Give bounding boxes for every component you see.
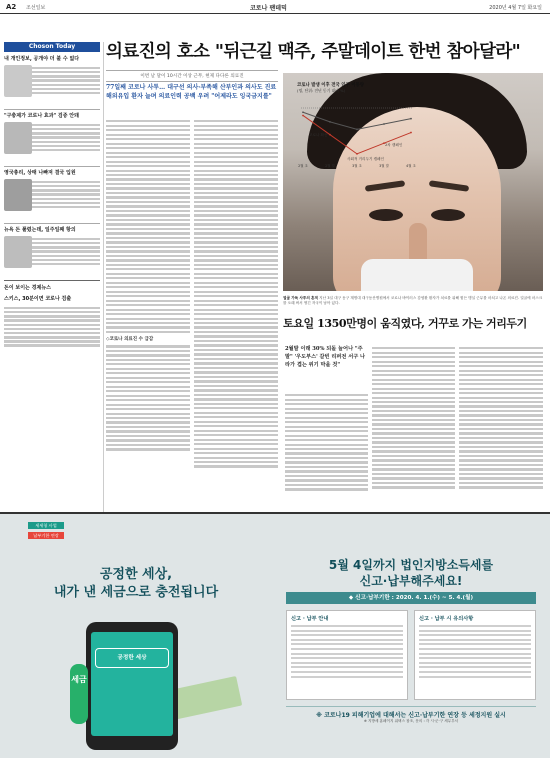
- related-body-column-2: [372, 345, 455, 508]
- chart-annotation: 2차 캠페인: [385, 143, 403, 147]
- ad-notice-small: ※ 지방세 홈페이지 위택스 참조, 문의 : 각 시·군·구 세무부서: [363, 719, 459, 723]
- chart-x-tick-label: 3월 말: [379, 164, 389, 168]
- ad-info-box: [286, 610, 408, 700]
- ad-period-banner: ◆ 신고·납부기한 : 2020. 4. 1.(수) ~ 5. 4.(월): [286, 592, 536, 604]
- chart-point: [356, 153, 358, 155]
- sidebar-item-photo: [4, 179, 32, 211]
- newspaper-name: 조선일보: [26, 5, 46, 11]
- ad-title: 5월 4일까지 법인지방소득세를: [328, 558, 494, 572]
- article-byline: 이번 날 달이 10시간 이상 근무, 현제 다다른 의료진: [106, 70, 278, 82]
- related-body-column-3: [459, 345, 543, 508]
- sidebar-item-photo: [4, 236, 32, 268]
- sidebar-item-headline: 내 개인정보, 공개야 더 불 수 없다: [4, 56, 80, 62]
- article-body-column-1: [106, 118, 190, 508]
- ad-info-box: [414, 610, 536, 700]
- sidebar-item[interactable]: [4, 170, 100, 219]
- article-lede: 77일째 코로나 사투… 대구선 의사·부족해 산부인과 의사도 진료 해외유입 환자 늘며 의료인력 공백 우려 "어제라도 잉국금지를": [106, 84, 277, 100]
- infobox-title: 코로나 발생 이후 전국 인구 이동량: [297, 83, 365, 88]
- sidebar-item-headline: 돈이 보이는 경제뉴스: [4, 285, 51, 291]
- smartphone-icon: [86, 622, 178, 750]
- chart-point: [383, 142, 385, 144]
- sidebar-item-photo: [4, 122, 32, 154]
- chart-point: [410, 132, 412, 134]
- ad-info-heading: 신고 · 납부 시 유의사항: [419, 616, 474, 622]
- ad-title: 신고·납부해주세요!: [359, 574, 463, 588]
- ad-slogan-line: 내가 낸 세금으로 충전됩니다: [53, 585, 219, 600]
- sidebar-item-body: [4, 179, 100, 219]
- section-name: 코로나 팬데믹: [250, 5, 287, 12]
- mobility-infobox: [297, 83, 387, 93]
- caption-text: 지난 3일 대구 동구 계명대 대구동산병원에서 코로나 바이러스 감염환 환자가 치료를 위해 힘든 병실 근무를 마치고 나온 의료진. 얼굴에 마스크를 오래 써서 생긴 자국이 남아 있다.: [283, 296, 543, 305]
- chart-point: [329, 134, 331, 136]
- article-headline: 의료진의 호소 "뒤근길 맥주, 주말데이트 한번 참아달라": [106, 42, 521, 62]
- related-body-column-1: [285, 392, 368, 508]
- page-number: A2: [6, 3, 17, 11]
- sidebar-item-body: [4, 305, 100, 367]
- sidebar-item[interactable]: [4, 113, 100, 162]
- chart-x-tick-label: 2월 초: [298, 164, 308, 168]
- sidebar-item-headline: 스키스, 30분이면 코로나 검출: [4, 296, 72, 302]
- chart-x-tick-label: 3월 초: [352, 164, 362, 168]
- chart-point: [302, 115, 304, 117]
- sidebar-item[interactable]: [4, 285, 100, 292]
- sidebar-item-headline: 뉴욕 돈 풀렸는데, 일주일째 항의: [4, 227, 76, 233]
- sidebar-item[interactable]: [4, 296, 100, 367]
- chart-point: [383, 123, 385, 125]
- infobox-subtitle: (명, 단위: 전년 동기 대비 %): [297, 88, 346, 93]
- chart-point: [356, 128, 358, 130]
- chart-x-tick-label: 4월 초: [406, 164, 416, 168]
- phone-button: 공정한 세상: [95, 648, 169, 668]
- chart-annotation: 사회적 거리두기 캠페인: [347, 157, 384, 161]
- ad-tag: 세세청 사업: [28, 522, 64, 529]
- chart-annotation: 코로나 확산: [309, 133, 328, 137]
- chart-x-tick-label: 2월 말: [325, 164, 335, 168]
- choson-today-sidebar: [4, 42, 100, 510]
- sidebar-item-body: [4, 65, 100, 105]
- issue-date: 2020년 4월 7일 화요일: [489, 5, 542, 11]
- chart-point: [329, 121, 331, 123]
- caption-lead: 얼굴 가득 사투의 흔적: [283, 296, 318, 300]
- sidebar-item-headline: 영국총리, 상태 나빠져 결국 입원: [4, 170, 76, 176]
- tax-advertisement: [0, 512, 550, 758]
- related-lede: 2월말 이래 30% 되돌 늘어나 "주말" '우도부스' 갈빈 리퍼전 서구 나라가 겹는 위기 막을 것": [285, 346, 366, 368]
- chart-point: [302, 111, 304, 113]
- ad-slogan-line: 공정한 세상,: [99, 567, 173, 582]
- ad-info-heading: 신고 · 납부 안내: [291, 616, 329, 622]
- ad-notice: ※ 코로나19 피해기업에 대해서는 신고·납부기한 연장 등 세정지원 실시: [286, 706, 536, 719]
- sidebar-item[interactable]: [4, 227, 100, 276]
- ad-slogan: [8, 566, 264, 602]
- column-divider: [103, 42, 104, 512]
- page-header: [0, 0, 550, 14]
- article-subhead: ◇코로나 의료진 수 급감: [106, 337, 154, 343]
- sidebar-item-headline: "구충제가 코로나 효과" 검증 안돼: [4, 113, 79, 119]
- ad-tag: 납부기한 연장: [28, 532, 64, 539]
- article-body-column-2: [194, 118, 278, 508]
- sidebar-item-body: [4, 122, 100, 162]
- sidebar-item-body: [4, 236, 100, 276]
- sidebar-item-photo: [4, 65, 32, 97]
- photo-caption: [283, 296, 543, 306]
- sidebar-item[interactable]: [4, 56, 100, 105]
- related-headline: 토요일 1350만명이 움직였다, 거꾸로 가는 거리두기: [283, 317, 527, 330]
- mobility-line-chart: [297, 100, 417, 170]
- leaf-label: 세금: [70, 664, 88, 724]
- chart-point: [410, 118, 412, 120]
- sidebar-title: Choson Today: [4, 42, 100, 52]
